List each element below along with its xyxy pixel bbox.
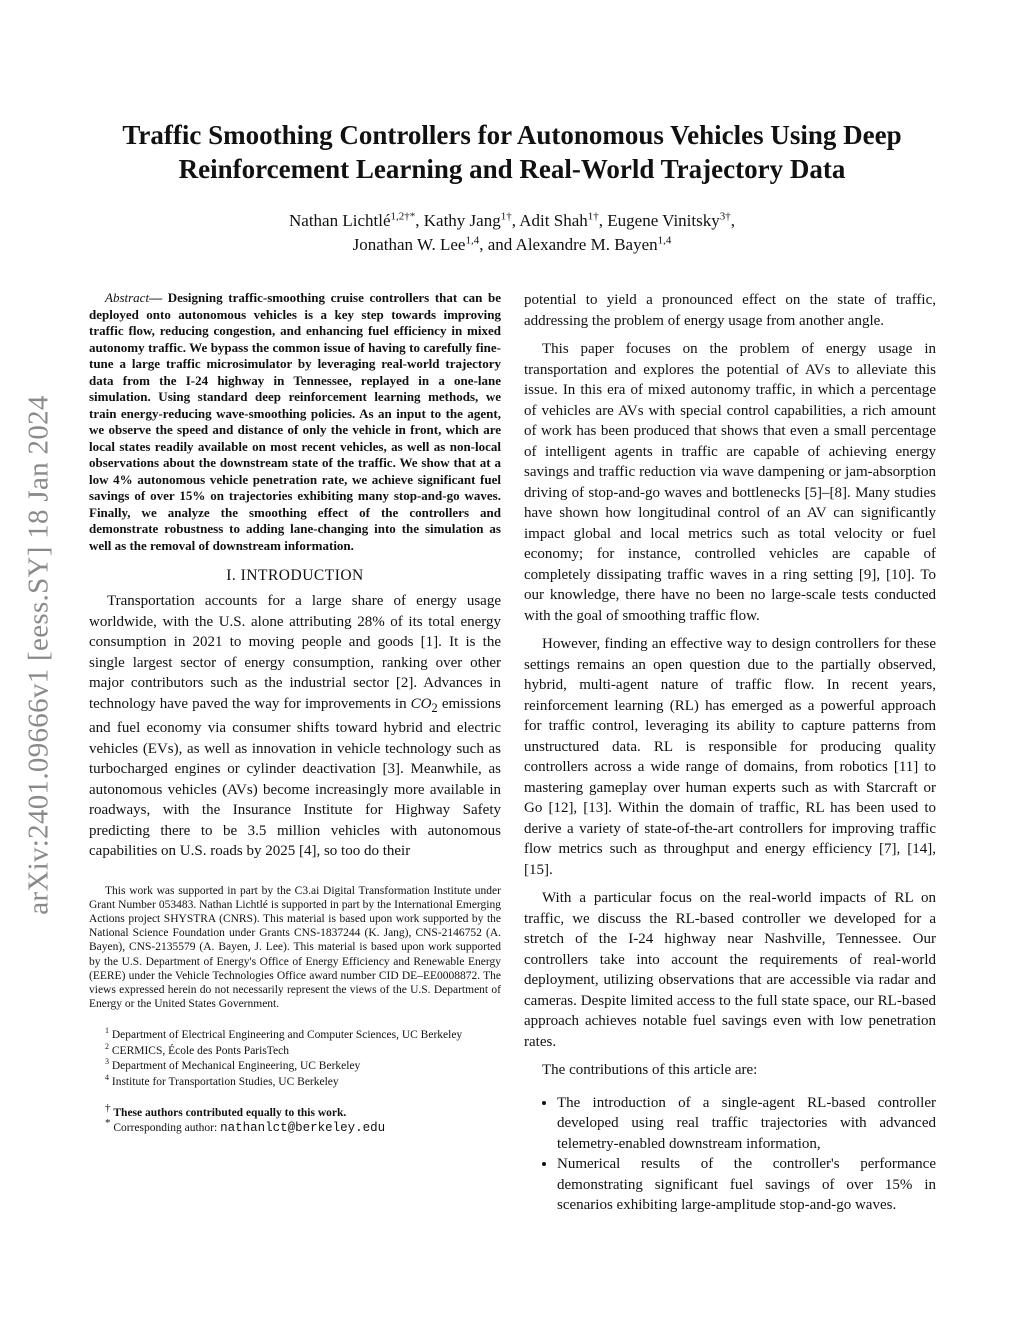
author-name: Eugene Vinitsky — [607, 211, 720, 230]
affiliation-list — [89, 1028, 501, 1090]
affiliation-item — [89, 1028, 501, 1044]
affiliation-item — [89, 1075, 501, 1091]
section-heading-introduction: I. INTRODUCTION — [226, 567, 364, 584]
equal-contribution-note — [89, 1102, 501, 1121]
body-paragraph: With a particular focus on the real-world impacts of RL on traffic, we discuss the RL-based controller we developed for a stretch of the I-24 highway near Nashville, Tennessee. Our controllers take into account the requirements of real-world deployment, utilizing observations that are accessible via radar and cameras. Despite limited access to the full state space, our RL-based approach achieves notable fuel savings even with low penetration rates. — [524, 890, 936, 1050]
affiliation-item — [89, 1059, 501, 1075]
author-affiliation-mark: 1,2†* — [390, 210, 416, 223]
note-text: These authors contributed equally to this work. — [113, 1107, 347, 1120]
author-affiliation-mark: 3† — [719, 210, 731, 223]
arxiv-sidebar-stamp — [14, 350, 64, 960]
co2-subscript: 2 — [431, 700, 438, 715]
affiliation-text: Institute for Transportation Studies, UC Berkeley — [111, 1075, 339, 1088]
author-name: Nathan Lichtlé — [289, 211, 391, 230]
author-affiliation-mark: 1† — [587, 210, 599, 223]
affiliation-mark: 3 — [105, 1057, 109, 1067]
author-notes — [89, 1102, 501, 1136]
abstract-text: Designing traffic-smoothing cruise controllers that can be deployed onto autonomous vehicles is a key step towards improving traffic flow, reducing congestion, and enhancing fuel efficiency in mixed autonomy traffic. We bypass the common issue of having to carefully fine-tune a large traffic microsimulator by leveraging real-world trajectory data from the I-24 highway in Tennessee, replayed in a one-lane simulation. Using standard deep reinforcement learning methods, we train energy-reducing wave-smoothing policies. As an input to the agent, we observe the speed and distance of only the vehicle in front, which are local states readily available on most recent vehicles, as well as non-local observations about the downstream state of the traffic. We show that at a low 4% autonomous vehicle penetration rate, we achieve significant fuel savings of over 15% on trajectories exhibiting many stop-and-go waves. Finally, we analyze the smoothing effect of the controllers and demonstrate robustness to adding lane-changing into the simulation as well as the removal of downstream information. — [89, 290, 501, 553]
right-column — [524, 290, 936, 1216]
body-paragraph: However, finding an effective way to design controllers for these settings remains an open question due to the partially observed, hybrid, multi-agent nature of traffic flow. In recent years, reinforcement learning (RL) has emerged as a powerful approach for traffic control, leveraging its ability to capture patterns from unstructured data. RL is responsible for producing quality controllers across a wide range of domains, from robotics [11] to mastering gameplay over human experts such as with Starcraft or Go [12], [13]. Within the domain of traffic, RL has been used to derive a variety of state-of-the-art controllers for improving traffic flow metrics such as throughput and energy efficiency [7], [14], [15]. — [524, 636, 936, 878]
body-paragraph: The contributions of this article are: — [542, 1062, 758, 1078]
funding-footnote: This work was supported in part by the C3.ai Digital Transformation Institute under Grant Number 053483. Nathan Lichtlé is supported in part by the International Emerging Actions project SHYSTRA (CNRS). This material is based upon work supported by the National Science Foundation under Grants CNS-1837244 (K. Jang), CNS-2146752 (A. Bayen), CNS-2135579 (A. Bayen, J. Lee). This material is based upon work supported by the U.S. Department of Energy's Office of Energy Efficiency and Renewable Energy (EERE) under the Vehicle Technologies Office award number CID DE–EE0008872. The views expressed herein do not necessarily represent the views of the U.S. Department of Energy or the United States Government. — [89, 884, 501, 1011]
arxiv-id: arXiv:2401.09666v1 [eess.SY] 18 Jan 2024 — [22, 395, 55, 915]
author-name: Adit Shah — [519, 211, 588, 230]
body-paragraph: This paper focuses on the problem of energy usage in transportation and explores the potential of AVs to alleviate this issue. In this era of mixed autonomy traffic, in which a percentage of vehicles are AVs with special control capabilities, a rich amount of work has been produced that shows that even a small percentage of intelligent agents in traffic are capable of achieving energy savings and traffic reduction via wave dampening or jam-absorption driving of stop-and-go waves and bottlenecks [5]–[8]. Many studies have shown how longitudinal control of an AV can significantly impact global and local metrics such as total velocity or fuel economy; for instance, controlled vehicles are capable of completely dissipating traffic waves in a ring setting [9], [10]. To our knowledge, there have no been no large-scale tests conducted with the goal of smoothing traffic flow. — [524, 341, 936, 624]
paragraph-text: Transportation accounts for a large share of energy usage worldwide, with the U.S. alone attributing 28% of its total energy consumption in 2021 to moving people and goods [1]. It is the single largest sector of energy consumption, ranking over other major contributors such as the industrial sector [2]. Advances in technology have paved the way for improvements in — [89, 593, 501, 712]
author-affiliation-mark: 1† — [500, 210, 512, 223]
note-text: Corresponding author: — [113, 1122, 221, 1135]
author-affiliation-mark: 1,4 — [465, 234, 480, 247]
affiliation-text: Department of Mechanical Engineering, UC Berkeley — [111, 1060, 361, 1073]
body-paragraph: potential to yield a pronounced effect on the state of traffic, addressing the problem of energy usage from another angle. — [524, 292, 936, 329]
affiliation-item — [89, 1044, 501, 1060]
paper-title: Traffic Smoothing Controllers for Autonomous Vehicles Using Deep Reinforcement Learning and Real-World Trajectory Data — [122, 120, 902, 184]
affiliation-text: Department of Electrical Engineering and Computer Sciences, UC Berkeley — [111, 1029, 463, 1042]
contributions-list — [524, 1093, 936, 1216]
affiliation-mark: 2 — [105, 1042, 109, 1051]
paragraph-text: emissions and fuel economy via consumer shifts toward hybrid and electric vehicles (EVs), as well as innovation in vehicle technology such as turbocharged engines or cylinder deactivation [3]. Meanwhile, as autonomous vehicles (AVs) become increasingly more available in roadways, with the Insurance Institute for Highway Safety predicting there to be 3.5 million vehicles with autonomous capabilities on U.S. roads by 2025 [4], so too do their — [89, 695, 501, 859]
note-mark: * — [105, 1117, 111, 1130]
left-column — [89, 290, 501, 1136]
contribution-item: • The introduction of a single-agent RL-based controller developed using real traffic trajectories with advanced telemetry-enabled downstream information, — [557, 1093, 936, 1155]
abstract-label: Abstract — — [105, 290, 168, 305]
author-list: Nathan Lichtlé$^{1,2\dagger*}$, Kathy Jang$^{1\dagger}$, Adit Shah$^{1\dagger}$, Eugene Vinitsky$^{3\dagger}$, Jonathan W. Lee$^{1,4}$, and Alexandre M. Bayen$^{1,4}$ — [289, 210, 735, 254]
corresponding-author-note — [89, 1117, 501, 1136]
affiliation-mark: 1 — [105, 1026, 109, 1036]
affiliation-text: CERMICS, École des Ponts ParisTech — [111, 1044, 289, 1057]
co2-symbol: CO — [410, 695, 432, 712]
affiliation-mark: 4 — [105, 1073, 109, 1082]
body-paragraph — [89, 591, 501, 862]
contribution-item: • Numerical results of the controller's performance demonstrating significant fuel savings of over 15% in scenarios exhibiting large-amplitude stop-and-go waves. — [557, 1154, 936, 1216]
abstract — [89, 290, 501, 554]
author-name: Kathy Jang — [423, 211, 501, 230]
author-name: Alexandre M. Bayen — [515, 235, 658, 254]
note-mark: † — [105, 1102, 111, 1115]
author-affiliation-mark: 1,4 — [657, 234, 672, 247]
corresponding-email-link[interactable]: nathanlct@berkeley.edu — [220, 1121, 386, 1136]
author-name: Jonathan W. Lee — [352, 235, 466, 254]
